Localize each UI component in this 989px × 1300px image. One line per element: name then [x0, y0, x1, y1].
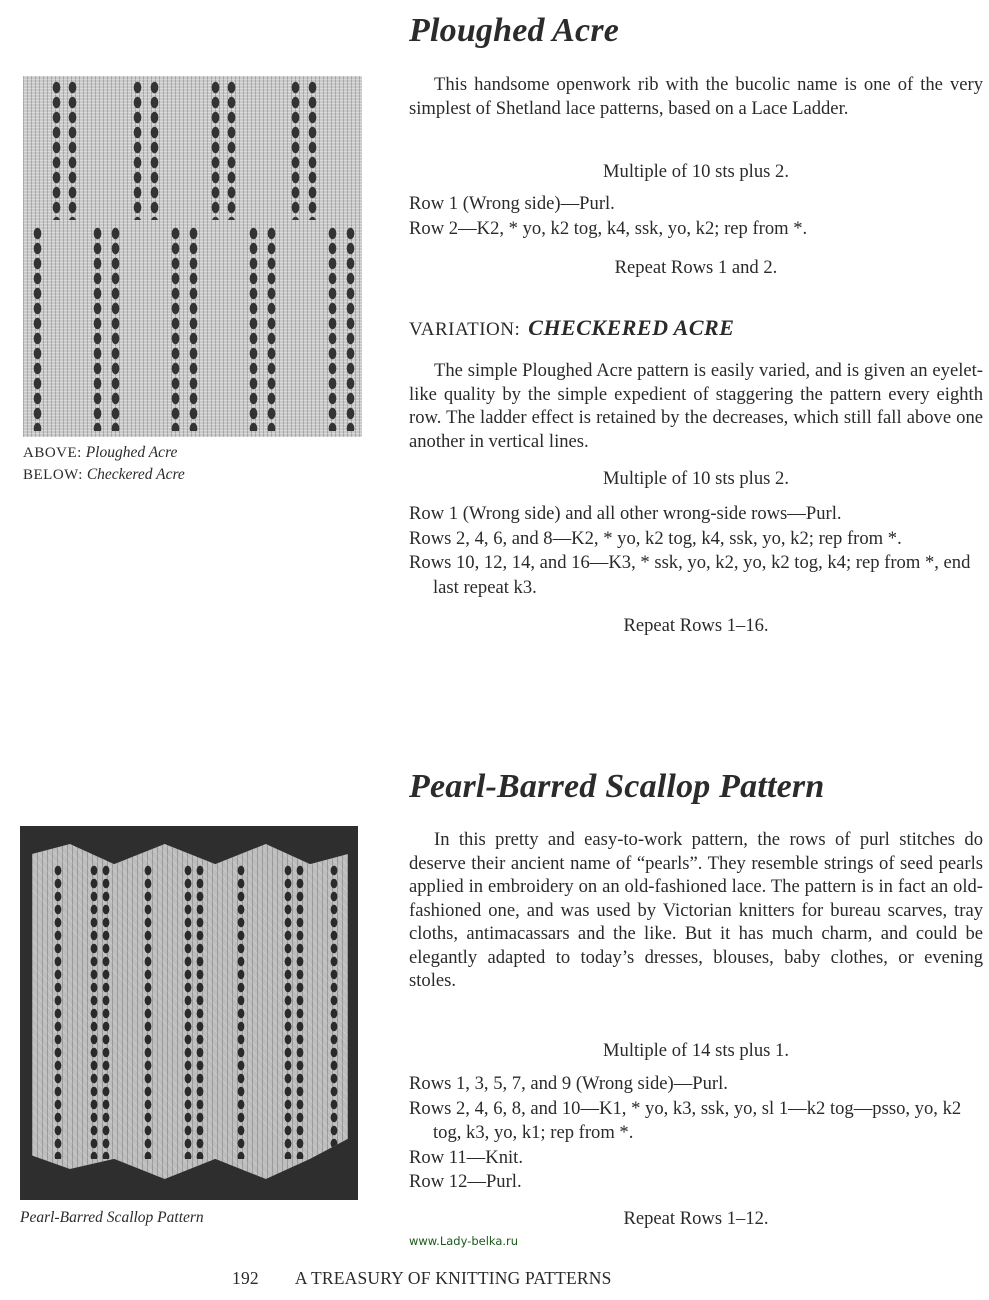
- lace-fabric: [32, 844, 348, 1179]
- caption-label-below: BELOW:: [23, 467, 83, 483]
- caption-label-above: ABOVE:: [23, 445, 82, 461]
- pearl-barred-scallop-intro: In this pretty and easy-to-work pattern, the rows of purl stitches do deserve their ancient name of “pearls”. They resemble strings of seed pearls applied in embroidery on an old-fashioned lace. The pattern is in fact an old-fashioned one, and was used by Victorian knitters for bureau scarves, tray cloths, antimacassars and the like. But it has much charm, and could be elegantly adapted to today’s dresses, blouses, baby clothes, or evening stoles.: [409, 829, 983, 991]
- variation-label: VARIATION:: [409, 319, 521, 340]
- checkered-acre-intro: The simple Ploughed Acre pattern is easily varied, and is given an eyelet-like quality by the simple expedient of staggering the pattern every eighth row. The ladder effect is retained by the decreases, which still fall above one another in vertical lines.: [409, 360, 983, 452]
- instruction-row: Row 11—Knit.: [409, 1146, 523, 1168]
- instruction-row: Rows 10, 12, 14, and 16—K3, * ssk, yo, k2, yo, k2 tog, k4; rep from *, end last repeat k3.: [409, 552, 971, 598]
- pearl-barred-scallop-repeat: Repeat Rows 1–12.: [623, 1208, 769, 1229]
- ploughed-acre-repeat: Repeat Rows 1 and 2.: [614, 257, 778, 278]
- page-footer: [232, 1268, 612, 1289]
- variation-heading: [409, 315, 734, 341]
- instruction-row: Row 12—Purl.: [409, 1171, 522, 1192]
- pearl-barred-scallop-image-caption: [20, 1207, 204, 1228]
- instruction-row: Rows 2, 4, 6, 8, and 10—K1, * yo, k3, ssk, yo, sl 1—k2 tog—psso, yo, k2 tog, k3, yo, k1; rep from *.: [409, 1097, 962, 1143]
- checkered-acre-repeat: Repeat Rows 1–16.: [623, 615, 769, 636]
- caption-name: Pearl-Barred Scallop Pattern: [20, 1209, 204, 1226]
- ploughed-acre-rows: [409, 192, 987, 241]
- book-title: A TREASURY OF KNITTING PATTERNS: [294, 1268, 612, 1288]
- pearl-barred-scallop-rows: [409, 1072, 987, 1195]
- variation-title: CHECKERED ACRE: [528, 315, 735, 340]
- instruction-row: Row 2—K2, * yo, k2 tog, k4, ssk, yo, k2; rep from *.: [409, 217, 808, 239]
- instruction-row: Row 1 (Wrong side)—Purl.: [409, 193, 615, 214]
- page-number: 192: [232, 1268, 259, 1288]
- checkered-acre-rows: [409, 502, 987, 600]
- instruction-row: Rows 1, 3, 5, 7, and 9 (Wrong side)—Purl.: [409, 1073, 728, 1094]
- instruction-row: Rows 2, 4, 6, and 8—K2, * yo, k2 tog, k4, ssk, yo, k2; rep from *.: [409, 527, 902, 549]
- pattern-title-pearl-barred-scallop: Pearl-Barred Scallop Pattern: [409, 768, 825, 805]
- watermark-link[interactable]: www.Lady-belka.ru: [409, 1234, 519, 1248]
- caption-name-above: Ploughed Acre: [85, 444, 178, 461]
- ploughed-acre-image-caption: [23, 442, 363, 486]
- ploughed-acre-intro: This handsome openwork rib with the bucolic name is one of the very simplest of Shetland lace patterns, based on a Lace Ladder.: [409, 74, 983, 119]
- checkered-acre-multiple: Multiple of 10 sts plus 2.: [603, 468, 789, 489]
- pearl-barred-scallop-swatch-photo: [20, 826, 358, 1200]
- instruction-row: Row 1 (Wrong side) and all other wrong-side rows—Purl.: [409, 503, 842, 524]
- ploughed-acre-swatch-photo: [23, 76, 362, 437]
- ploughed-acre-multiple: Multiple of 10 sts plus 2.: [603, 161, 789, 182]
- caption-name-below: Checkered Acre: [86, 466, 185, 483]
- pattern-title-ploughed-acre: Ploughed Acre: [409, 12, 620, 49]
- pearl-barred-scallop-multiple: Multiple of 14 sts plus 1.: [603, 1040, 789, 1061]
